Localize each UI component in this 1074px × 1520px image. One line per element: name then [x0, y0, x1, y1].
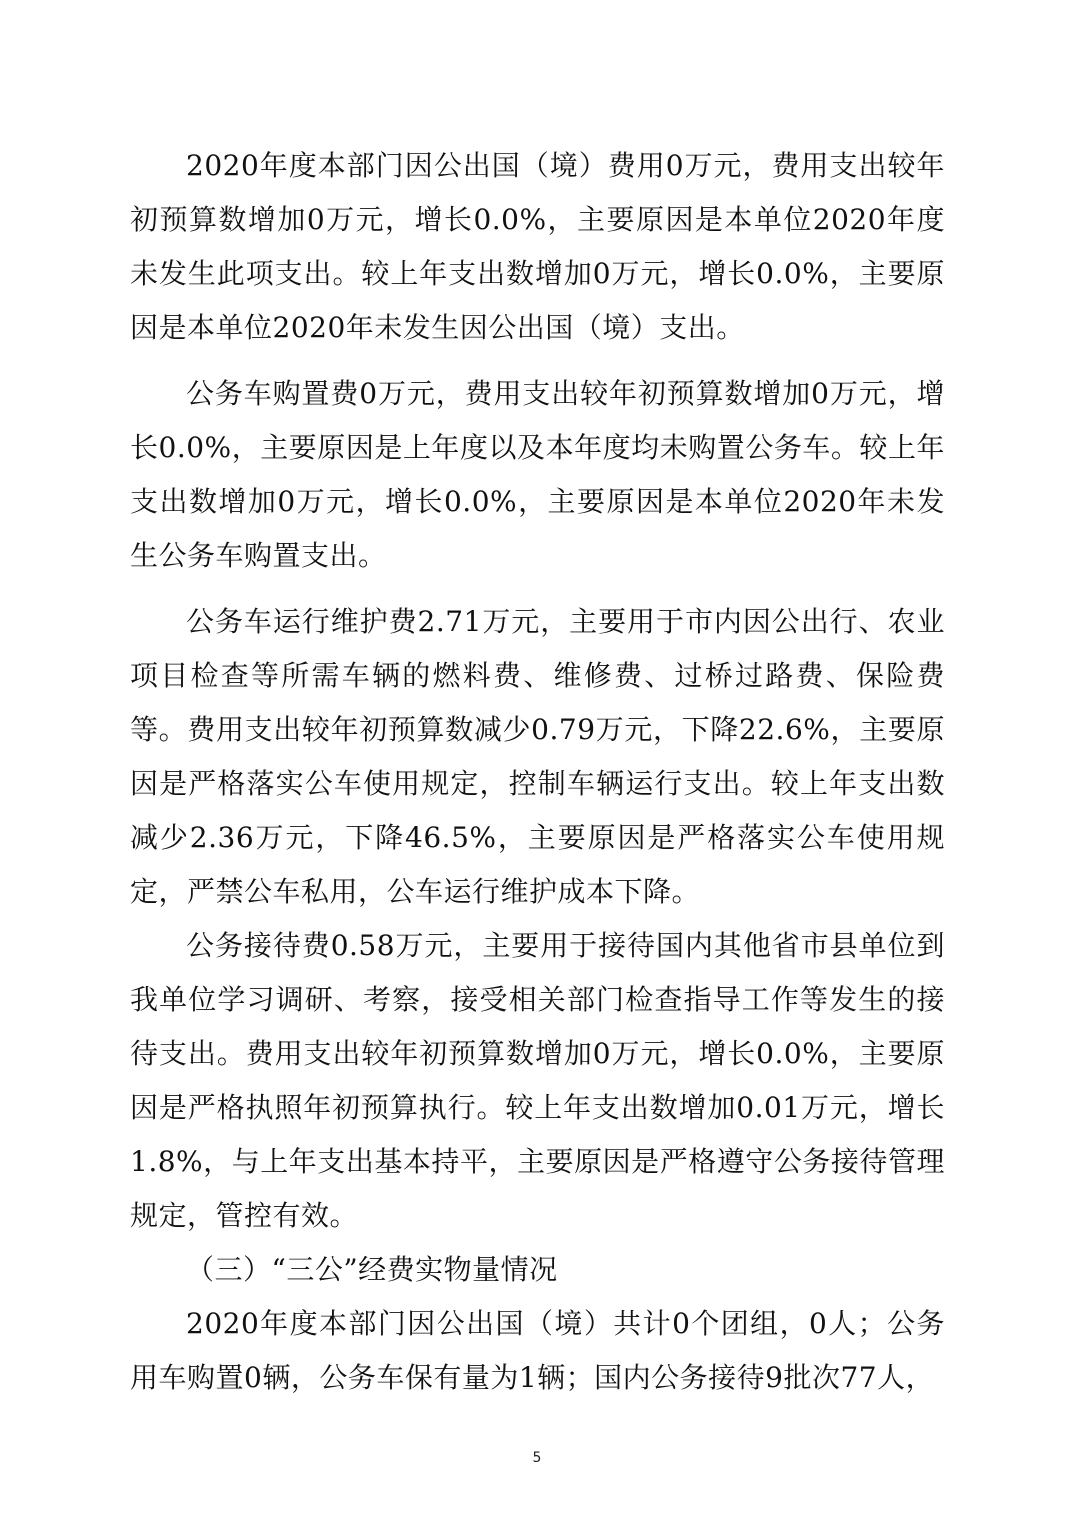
paragraph-vehicle-purchase: 公务车购置费0万元，费用支出较年初预算数增加0万元，增长0.0%，主要原因是上年度以及本年度均未购置公务车。较上年支出数增加0万元，增长0.0%，主要原因是本单位2020年未发生公务车购置支出。: [130, 377, 945, 572]
page-number: 5: [532, 1450, 542, 1466]
paragraph-overseas-travel: 2020年度本部门因公出国（境）费用0万元，费用支出较年初预算数增加0万元，增长0.0%，主要原因是本单位2020年度未发生此项支出。较上年支出数增加0万元，增长0.0%，主要原因是本单位2020年未发生因公出国（境）支出。: [130, 149, 945, 344]
section-heading: （三）“三公”经费实物量情况: [186, 1253, 558, 1286]
body-text: [130, 139, 945, 1405]
paragraph-official-reception: 公务接待费0.58万元，主要用于接待国内其他省市县单位到我单位学习调研、考察，接受相关部门检查指导工作等发生的接待支出。费用支出较年初预算数增加0万元，增长0.0%，主要原因是严格执照年初预算执行。较上年支出数增加0.01万元，增长1.8%，与上年支出基本持平，主要原因是严格遵守公务接待管理规定，管控有效。: [130, 929, 945, 1232]
paragraph-vehicle-maintenance: 公务车运行维护费2.71万元，主要用于市内因公出行、农业项目检查等所需车辆的燃料费、维修费、过桥过路费、保险费等。费用支出较年初预算数减少0.79万元，下降22.6%，主要原因是严格落实公车使用规定，控制车辆运行支出。较上年支出数减少2.36万元，下降46.5%，主要原因是严格落实公车使用规定，严禁公车私用，公车运行维护成本下降。: [130, 605, 945, 908]
paragraph-physical-quantities: 2020年度本部门因公出国（境）共计0个团组，0人；公务用车购置0辆，公务车保有量为1辆；国内公务接待9批次77人，: [130, 1307, 945, 1394]
